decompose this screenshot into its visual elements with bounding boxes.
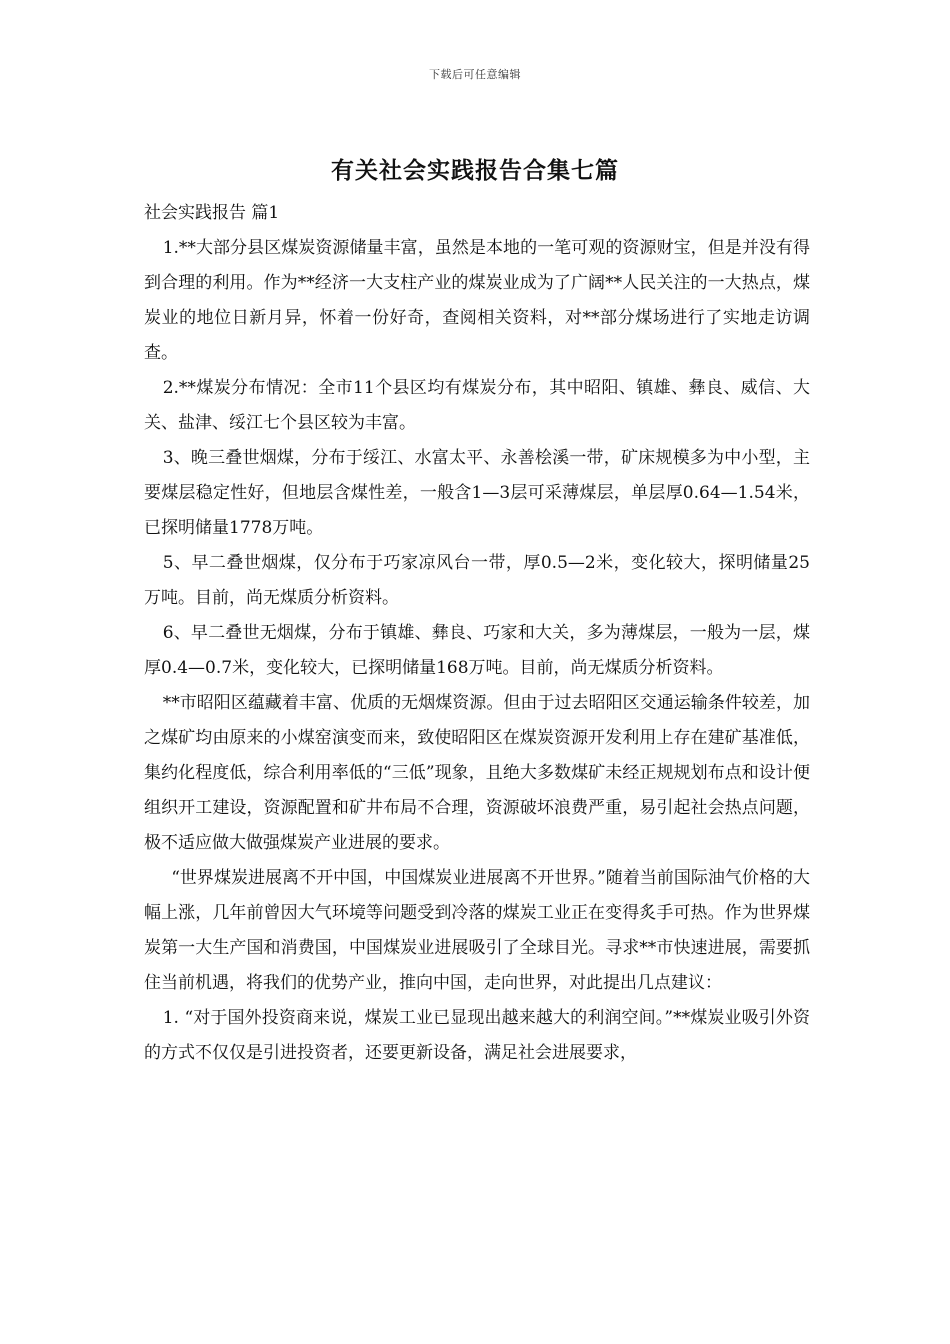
section-heading: 社会实践报告 篇1 [144,203,280,223]
paragraph: **市昭阳区蕴藏着丰富、优质的无烟煤资源。但由于过去昭阳区交通运输条件较差，加之煤矿均由原来的小煤窑演变而来，致使昭阳区在煤炭资源开发利用上存在建矿基准低，集约化程度低，综合利用率低的“三低”现象，且绝大多数煤矿未经正规规划布点和设计便组织开工建设，资源配置和矿井布局不合理，资源破坏浪费严重，易引起社会热点问题，极不适应做大做强煤炭产业进展的要求。 [144,693,810,853]
header-note: 下载后可任意编辑 [429,68,521,81]
document-title: 有关社会实践报告合集七篇 [331,157,619,184]
paragraph: 6、早二叠世无烟煤，分布于镇雄、彝良、巧家和大关，多为薄煤层，一般为一层，煤厚0.4—0.7米，变化较大，已探明储量168万吨。目前，尚无煤质分析资料。 [144,623,810,678]
paragraph: 2.**煤炭分布情况：全市11个县区均有煤炭分布，其中昭阳、镇雄、彝良、威信、大关、盐津、绥江七个县区较为丰富。 [144,378,810,433]
paragraph: 5、早二叠世烟煤，仅分布于巧家凉风台一带，厚0.5—2米，变化较大，探明储量25万吨。目前，尚无煤质分析资料。 [144,553,810,608]
document-body [144,196,810,1071]
paragraph: 1. “对于国外投资商来说，煤炭工业已显现出越来越大的利润空间。”**煤炭业吸引外资的方式不仅仅是引进投资者，还要更新设备，满足社会进展要求， [144,1008,810,1063]
paragraph: “世界煤炭进展离不开中国，中国煤炭业进展离不开世界。”随着当前国际油气价格的大幅上涨，几年前曾因大气环境等问题受到冷落的煤炭工业正在变得炙手可热。作为世界煤炭第一大生产国和消费国，中国煤炭业进展吸引了全球目光。寻求**市快速进展，需要抓住当前机遇，将我们的优势产业，推向中国，走向世界，对此提出几点建议： [144,868,810,993]
paragraph: 3、晚三叠世烟煤，分布于绥江、水富太平、永善桧溪一带，矿床规模多为中小型，主要煤层稳定性好，但地层含煤性差，一般含1—3层可采薄煤层，单层厚0.64—1.54米，已探明储量1778万吨。 [144,448,810,538]
paragraph: 1.**大部分县区煤炭资源储量丰富，虽然是本地的一笔可观的资源财宝，但是并没有得到合理的利用。作为**经济一大支柱产业的煤炭业成为了广阔**人民关注的一大热点，煤炭业的地位日新月异，怀着一份好奇，查阅相关资料，对**部分煤场进行了实地走访调查。 [144,238,810,363]
